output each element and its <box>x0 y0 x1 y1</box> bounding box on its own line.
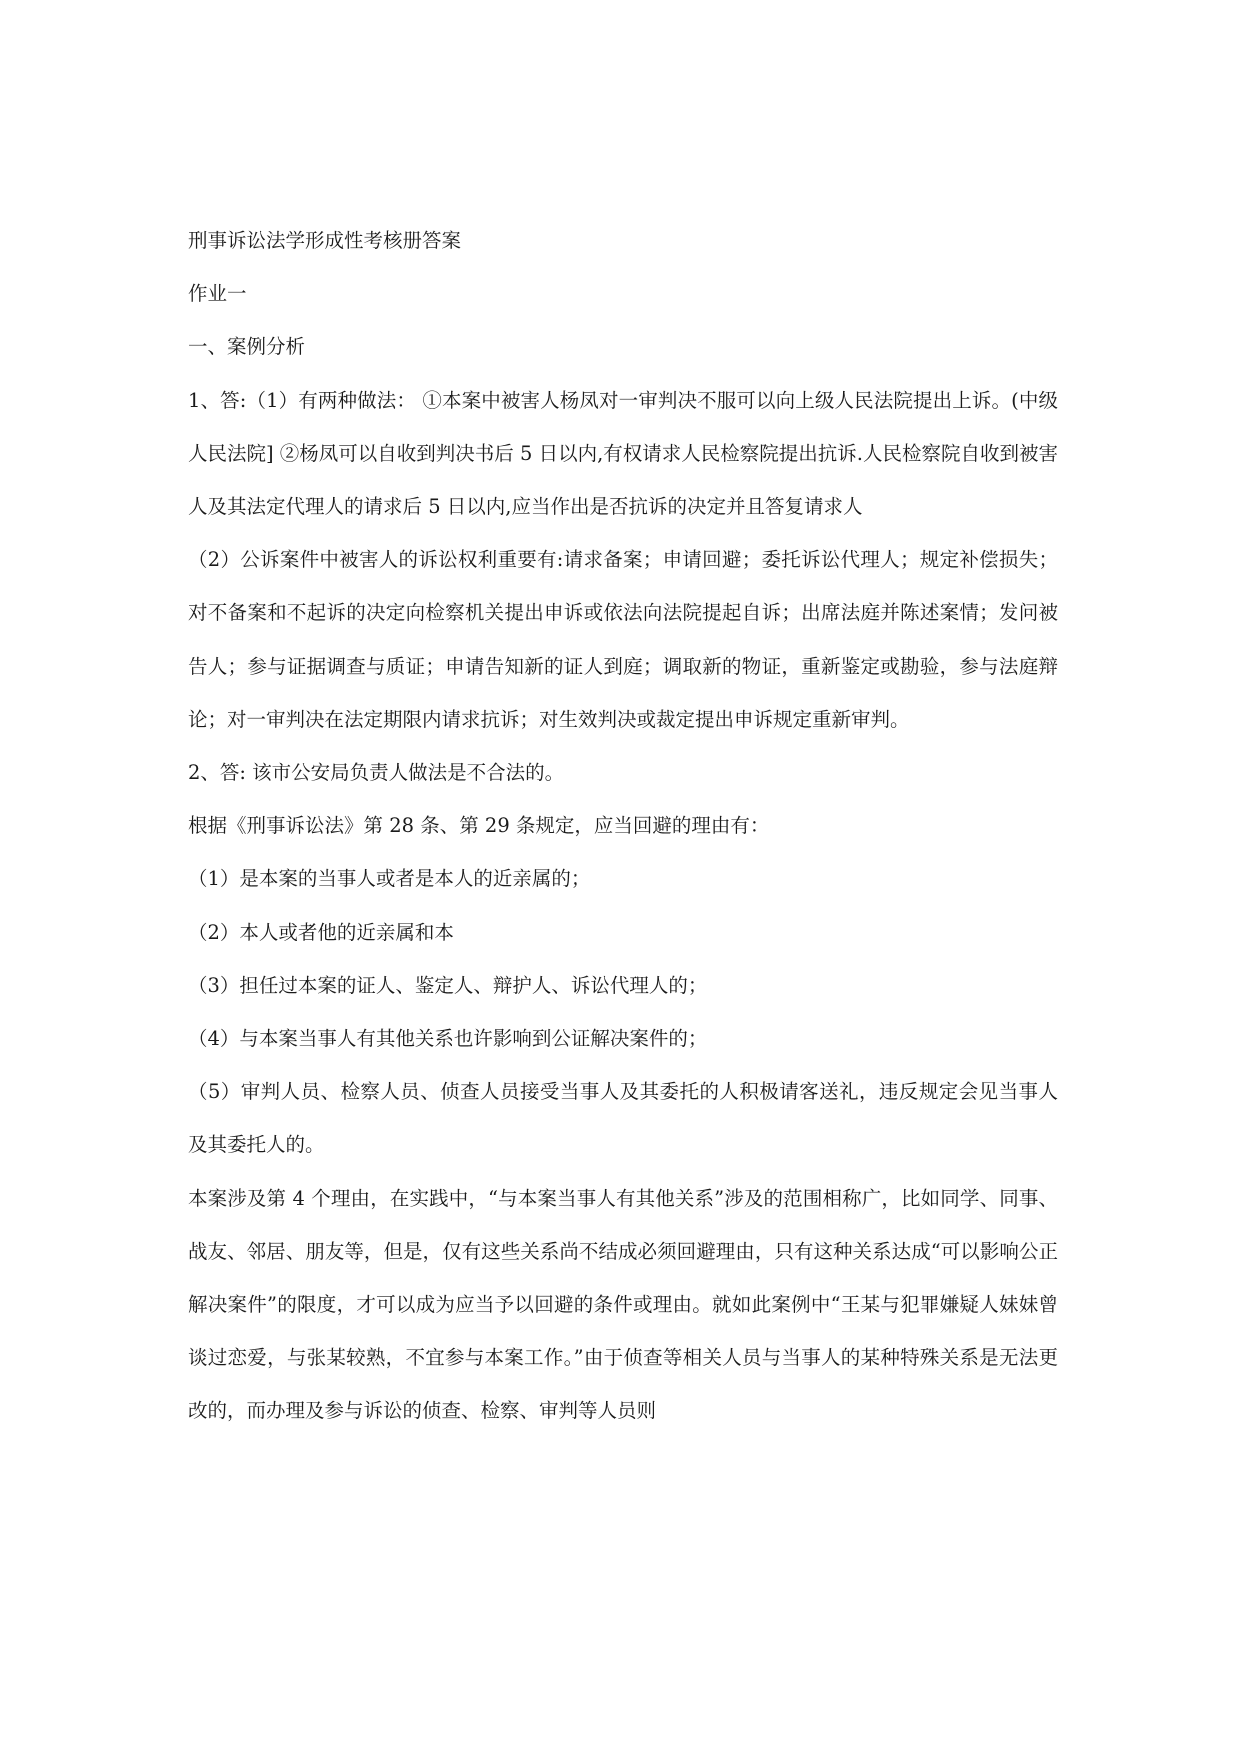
reason-item-2: （2）本人或者他的近亲属和本 <box>188 920 454 944</box>
assignment-heading: 作业一 <box>188 282 247 306</box>
reason-item-5: （5）审判人员、检察人员、侦查人员接受当事人及其委托的人积极请客送礼，违反规定会见当事人及其委托人的。 <box>188 1080 1058 1157</box>
answer-2-intro: 2、答: 该市公安局负责人做法是不合法的。 <box>188 761 565 785</box>
reason-item-3: （3）担任过本案的证人、鉴定人、辩护人、诉讼代理人的； <box>188 973 708 997</box>
document-page <box>188 214 1058 1438</box>
answer-1-part-2: （2）公诉案件中被害人的诉讼权利重要有:请求备案；申请回避；委托诉讼代理人；规定补偿损失；对不备案和不起诉的决定向检察机关提出申诉或依法向法院提起自诉；出席法庭并陈述案情；发问被告人；参与证据调查与质证；申请告知新的证人到庭；调取新的物证，重新鉴定或勘验，参与法庭辩论；对一审判决在法定期限内请求抗诉；对生效判决或裁定提出申诉规定重新审判。 <box>188 548 1058 731</box>
legal-basis: 根据《刑事诉讼法》第 28 条、第 29 条规定，应当回避的理由有： <box>188 814 770 838</box>
document-title: 刑事诉讼法学形成性考核册答案 <box>188 229 462 252</box>
answer-1-part-1: 1、答:（1）有两种做法： ①本案中被害人杨凤对一审判决不服可以向上级人民法院提出上诉。(中级人民法院] ②杨凤可以自收到判决书后 5 日以内,有权请求人民检察院提出抗诉.人民检察院自收到被害人及其法定代理人的请求后 5 日以内,应当作出是否抗诉的决定并且答复请求人 <box>188 388 1059 519</box>
case-analysis-paragraph: 本案涉及第 4 个理由，在实践中，“与本案当事人有其他关系”涉及的范围相称广，比如同学、同事、战友、邻居、朋友等，但是，仅有这些关系尚不结成必须回避理由，只有这种关系达成“可以影响公正解决案件”的限度，才可以成为应当予以回避的条件或理由。就如此案例中“王某与犯罪嫌疑人妹妹曾谈过恋爱，与张某较熟，不宜参与本案工作。”由于侦查等相关人员与当事人的某种特殊关系是无法更改的，而办理及参与诉讼的侦查、检察、审判等人员则 <box>188 1186 1058 1423</box>
section-heading: 一、案例分析 <box>188 335 306 359</box>
reason-item-4: （4）与本案当事人有其他关系也许影响到公证解决案件的； <box>188 1027 708 1051</box>
reason-item-1: （1）是本案的当事人或者是本人的近亲属的； <box>188 867 591 891</box>
